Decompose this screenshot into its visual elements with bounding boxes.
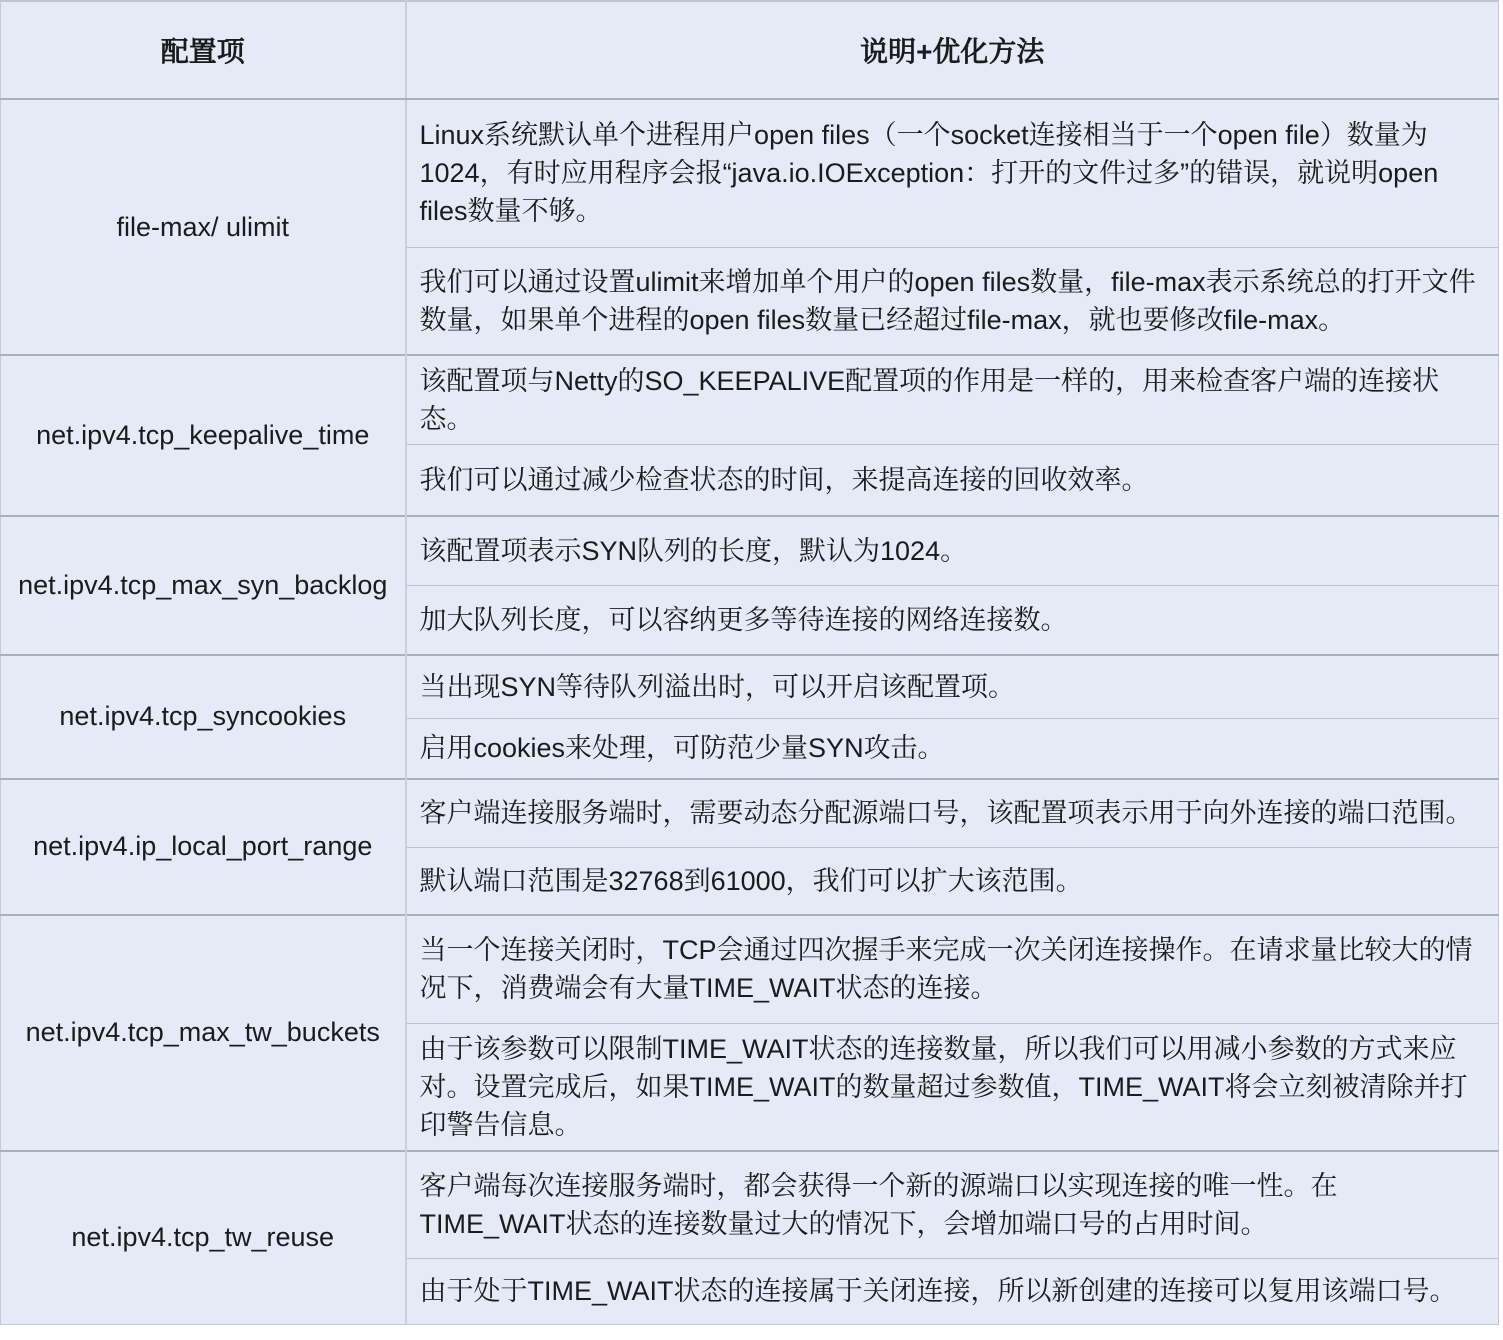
description-cell: 该配置项表示SYN队列的长度，默认为1024。 [406, 516, 1499, 586]
config-cell: net.ipv4.tcp_max_syn_backlog [1, 516, 406, 655]
description-cell: 加大队列长度，可以容纳更多等待连接的网络连接数。 [406, 586, 1499, 655]
description-cell: 由于处于TIME_WAIT状态的连接属于关闭连接，所以新创建的连接可以复用该端口号。 [406, 1258, 1499, 1324]
config-cell: file-max/ ulimit [1, 99, 406, 355]
description-cell: 我们可以通过减少检查状态的时间，来提高连接的回收效率。 [406, 445, 1499, 516]
description-cell: 由于该参数可以限制TIME_WAIT状态的连接数量，所以我们可以用减小参数的方式来应对。设置完成后，如果TIME_WAIT的数量超过参数值，TIME_WAIT将会立刻被清除并打印警告信息。 [406, 1024, 1499, 1152]
description-cell: 当一个连接关闭时，TCP会通过四次握手来完成一次关闭连接操作。在请求量比较大的情况下，消费端会有大量TIME_WAIT状态的连接。 [406, 915, 1499, 1024]
header-description: 说明+优化方法 [406, 1, 1499, 99]
description-cell: 客户端每次连接服务端时，都会获得一个新的源端口以实现连接的唯一性。在TIME_WAIT状态的连接数量过大的情况下，会增加端口号的占用时间。 [406, 1151, 1499, 1258]
config-cell: net.ipv4.tcp_max_tw_buckets [1, 915, 406, 1152]
header-row [1, 1, 1499, 99]
description-cell: 当出现SYN等待队列溢出时，可以开启该配置项。 [406, 655, 1499, 719]
description-cell: 客户端连接服务端时，需要动态分配源端口号，该配置项表示用于向外连接的端口范围。 [406, 779, 1499, 848]
table-row [1, 655, 1499, 719]
table-row [1, 779, 1499, 848]
table-row [1, 516, 1499, 586]
header-config: 配置项 [1, 1, 406, 99]
config-cell: net.ipv4.ip_local_port_range [1, 779, 406, 915]
table-row [1, 99, 1499, 247]
config-cell: net.ipv4.tcp_tw_reuse [1, 1151, 406, 1324]
config-cell: net.ipv4.tcp_keepalive_time [1, 355, 406, 516]
table-row [1, 355, 1499, 445]
table-row [1, 1151, 1499, 1258]
description-cell: 该配置项与Netty的SO_KEEPALIVE配置项的作用是一样的，用来检查客户端的连接状态。 [406, 355, 1499, 445]
table-row [1, 915, 1499, 1024]
description-cell: 我们可以通过设置ulimit来增加单个用户的open files数量，file-max表示系统总的打开文件数量，如果单个进程的open files数量已经超过file-max，就也要修改file-max。 [406, 247, 1499, 355]
config-cell: net.ipv4.tcp_syncookies [1, 655, 406, 779]
description-cell: 默认端口范围是32768到61000，我们可以扩大该范围。 [406, 848, 1499, 915]
description-cell: Linux系统默认单个进程用户open files（一个socket连接相当于一个open file）数量为1024，有时应用程序会报“java.io.IOException：打开的文件过多”的错误，就说明open files数量不够。 [406, 99, 1499, 247]
description-cell: 启用cookies来处理，可防范少量SYN攻击。 [406, 719, 1499, 779]
